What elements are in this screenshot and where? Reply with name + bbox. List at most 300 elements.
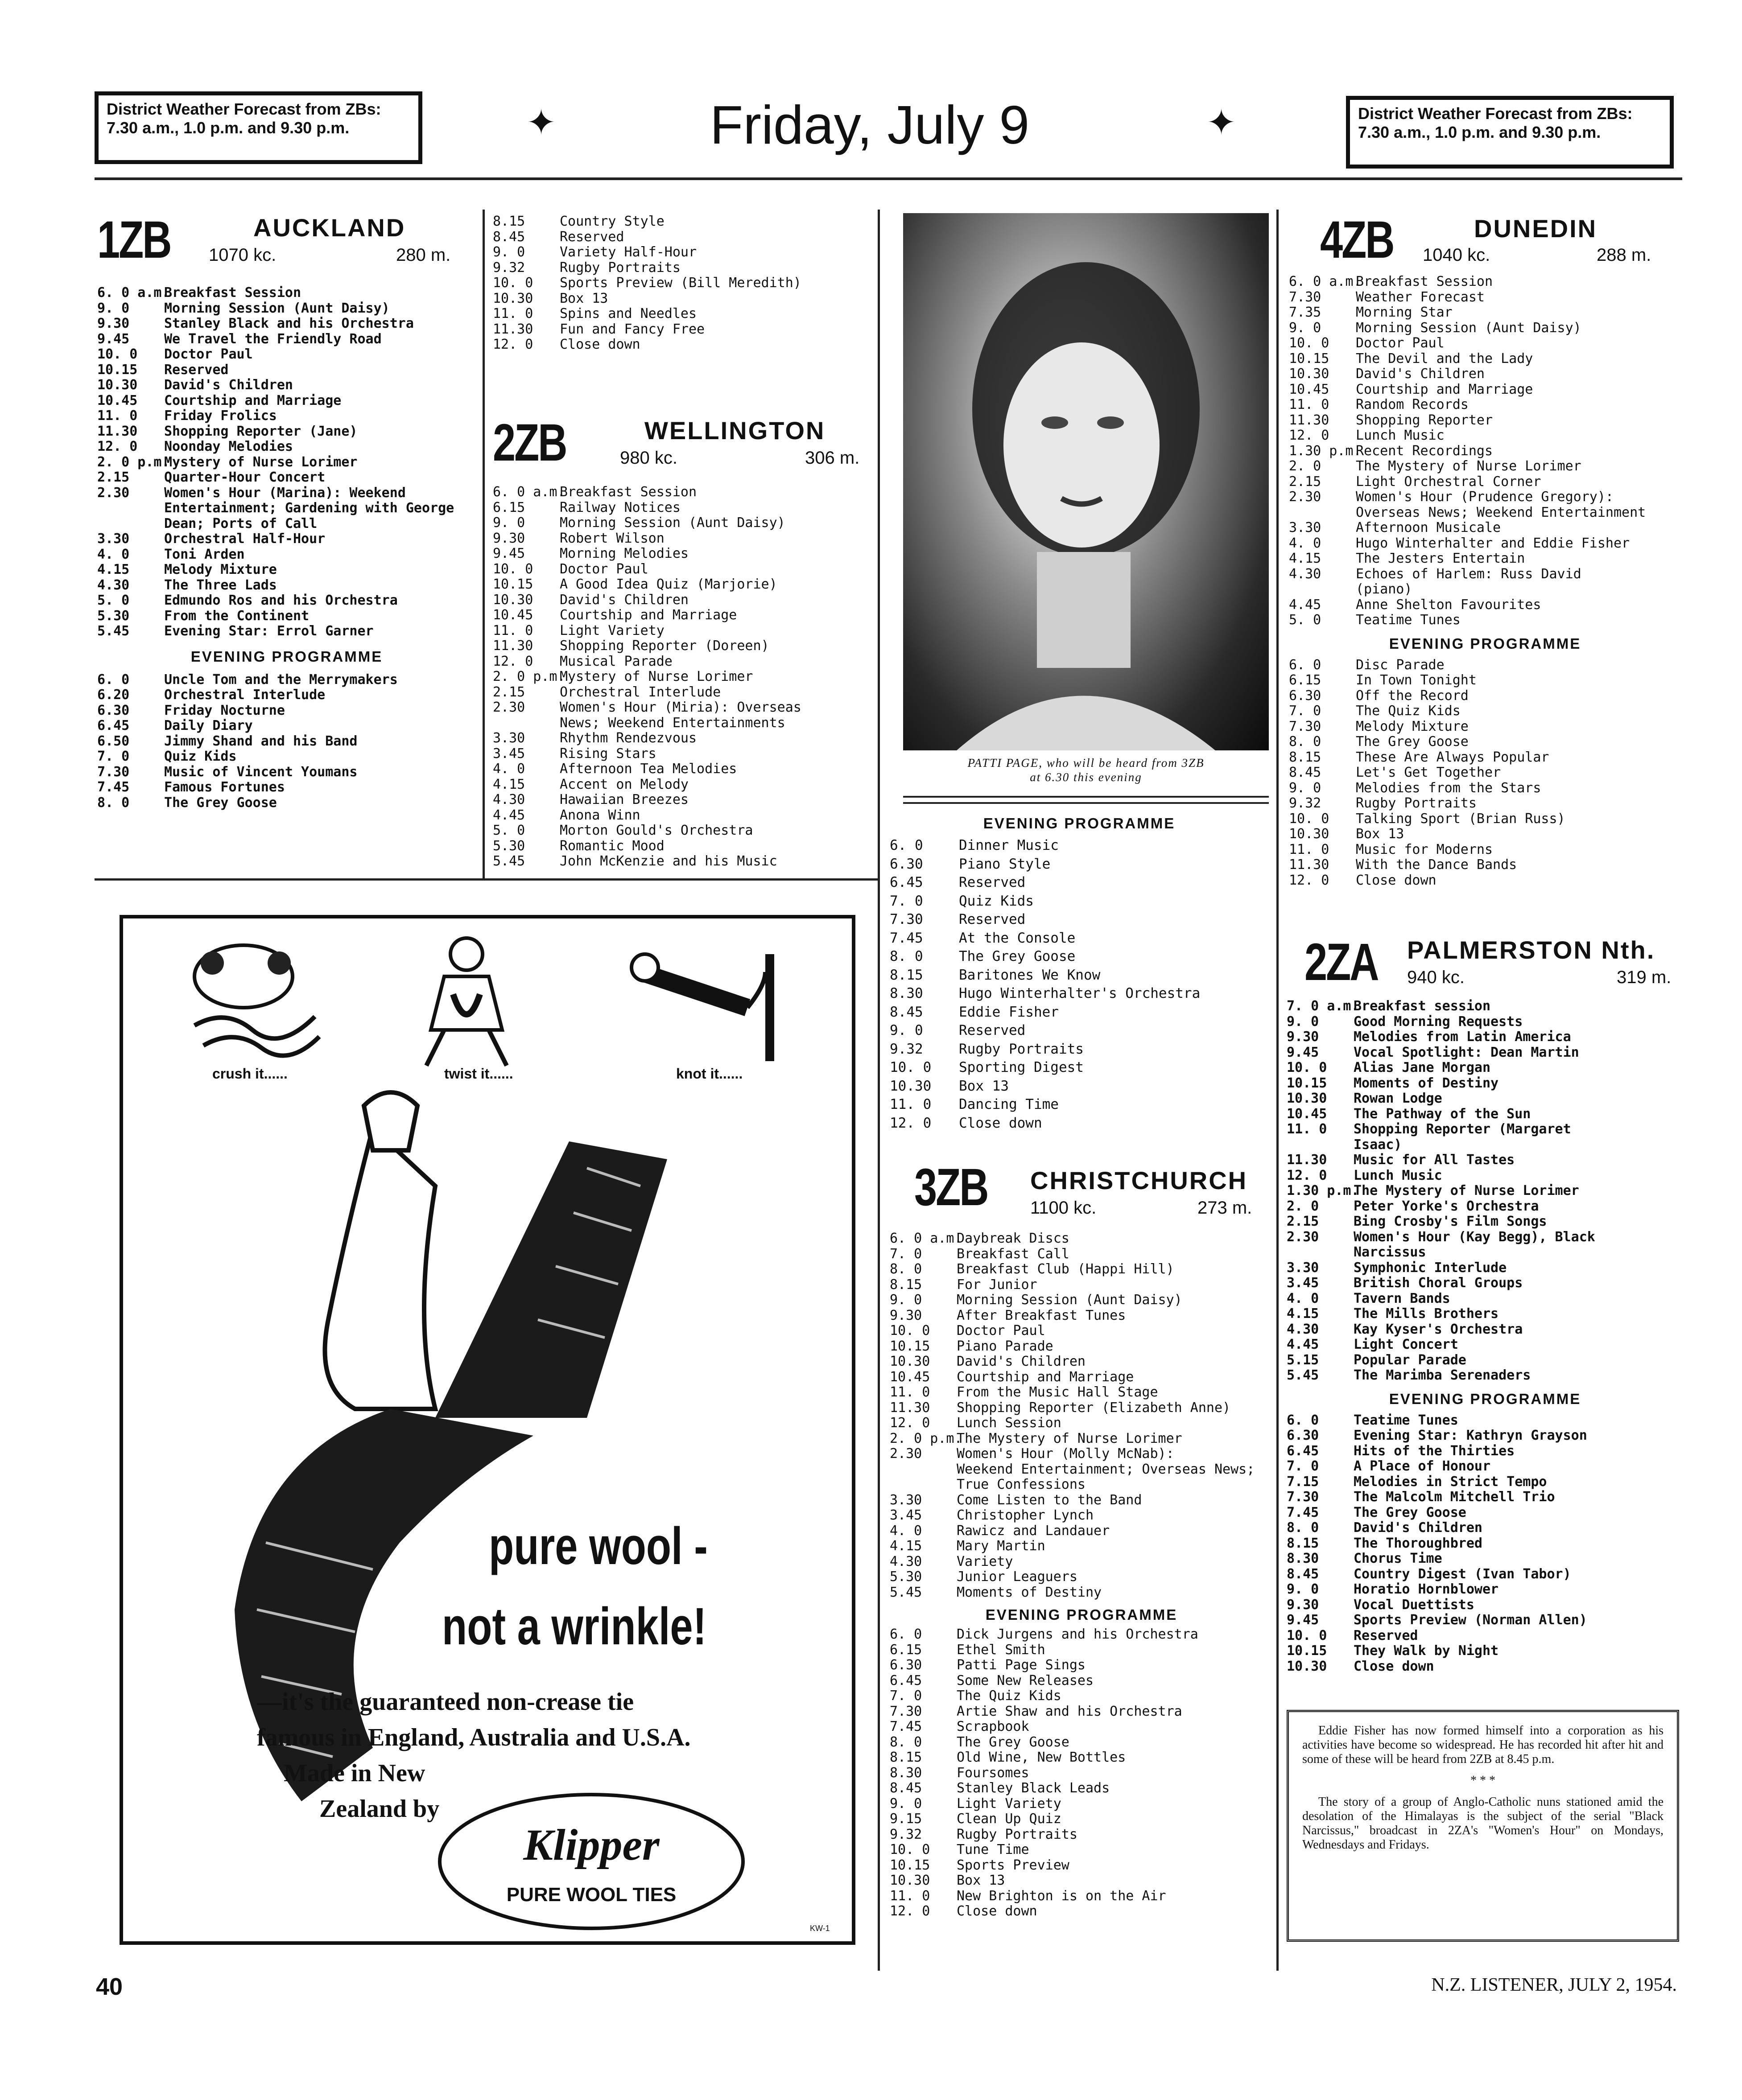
- programme-title: David's Children: [1356, 366, 1485, 382]
- knot-figure-icon: [632, 954, 774, 1061]
- programme-time: 2. 0 p.m.: [890, 1430, 962, 1446]
- programme-title: Ethel Smith: [957, 1642, 1045, 1658]
- programme-item: [890, 910, 1269, 929]
- programme-time: 6. 0: [1287, 1412, 1319, 1428]
- programme-item: [493, 515, 876, 531]
- programme-item: [493, 638, 876, 654]
- programme-item: [97, 609, 476, 624]
- programme-time: 8.30: [1287, 1551, 1319, 1566]
- programme-item: [890, 1904, 1273, 1919]
- programme-title: Junior Leaguers: [957, 1569, 1077, 1585]
- programme-title: Morning Session (Aunt Daisy): [560, 515, 785, 531]
- programme-time: 10.15: [1289, 350, 1329, 366]
- programme-time: 6.45: [890, 1672, 922, 1688]
- programme-time: 7.15: [1287, 1474, 1319, 1490]
- programme-title: True Confessions: [957, 1477, 1086, 1492]
- programme-title: Melodies from the Stars: [1356, 780, 1541, 796]
- programme-item: [890, 1293, 1273, 1308]
- programme-time: 10. 0: [890, 1842, 930, 1857]
- programme-item: [890, 1735, 1273, 1750]
- station-heading: [493, 412, 876, 488]
- programme-item: [890, 1796, 1273, 1812]
- programme-item: [890, 1354, 1273, 1370]
- programme-title: Rising Stars: [560, 745, 656, 762]
- programme-time: 7.30: [890, 1703, 922, 1719]
- programme-time: 10.15: [890, 1857, 930, 1873]
- programme-item: [1289, 796, 1681, 811]
- daytime-programme-list: [1289, 274, 1681, 628]
- programme-time: 10. 0: [493, 561, 533, 577]
- programme-item: [1287, 1659, 1684, 1675]
- programme-time: 9. 0: [493, 244, 525, 260]
- programme-title: Women's Hour (Kay Begg), Black: [1354, 1229, 1595, 1245]
- programme-item: [890, 1554, 1273, 1570]
- programme-title: Daybreak Discs: [957, 1231, 1069, 1246]
- programme-item: [890, 1095, 1269, 1114]
- caption-line-1: PATTI PAGE, who will be heard from 3ZB: [967, 756, 1205, 770]
- programme-time: 2. 0: [1287, 1198, 1319, 1214]
- programme-item: [890, 1858, 1273, 1874]
- programme-item: [1289, 765, 1681, 781]
- daytime-programme-list: [1287, 999, 1684, 1384]
- programme-item: [97, 393, 476, 409]
- programme-title: Friday Nocturne: [164, 702, 285, 718]
- programme-time: 11.30: [890, 1400, 930, 1416]
- programme-time: 4. 0: [890, 1523, 922, 1539]
- programme-title: Music for All Tastes: [1354, 1152, 1515, 1168]
- programme-item: [97, 688, 476, 703]
- programme-item: [1289, 750, 1681, 766]
- page-number: 40: [96, 1973, 123, 2000]
- programme-title: Edmundo Ros and his Orchestra: [164, 593, 398, 608]
- programme-title: Artie Shaw and his Orchestra: [957, 1703, 1182, 1719]
- programme-item: [97, 316, 476, 332]
- programme-item: [890, 1339, 1273, 1355]
- programme-title: Women's Hour (Molly McNab):: [957, 1446, 1174, 1462]
- programme-time: 8.15: [493, 214, 525, 229]
- programme-item: [1287, 999, 1684, 1014]
- programme-title: The Mystery of Nurse Lorimer: [1356, 458, 1581, 474]
- programme-item: [890, 1247, 1273, 1262]
- programme-title: Toni Arden: [164, 546, 245, 562]
- programme-item: [493, 654, 876, 670]
- programme-title: Reserved: [959, 1022, 1026, 1038]
- programme-title: Come Listen to the Band: [957, 1492, 1142, 1508]
- programme-title: Afternoon Tea Melodies: [560, 761, 737, 777]
- programme-time: 6.30: [890, 1657, 922, 1673]
- twist-label: twist it......: [444, 1066, 513, 1082]
- programme-title: From the Continent: [164, 608, 310, 624]
- programme-title: Stanley Black and his Orchestra: [164, 316, 414, 331]
- programme-time: 9.32: [493, 259, 525, 276]
- programme-item: [1289, 582, 1681, 597]
- programme-title: Railway Notices: [560, 499, 681, 515]
- programme-title: Melody Mixture: [164, 562, 277, 577]
- programme-item: [493, 731, 876, 746]
- programme-title: Women's Hour (Miria): Overseas: [560, 700, 801, 715]
- station-1zb: [97, 210, 476, 811]
- programme-time: 6. 0 a.m.: [493, 484, 566, 500]
- programme-time: 4.30: [97, 577, 130, 593]
- programme-item: [97, 765, 476, 780]
- programme-time: 12. 0: [890, 1903, 930, 1919]
- programme-item: [890, 836, 1269, 855]
- programme-item: [97, 718, 476, 734]
- programme-item: [890, 1477, 1273, 1493]
- programme-time: 6.15: [493, 499, 525, 515]
- programme-item: [97, 285, 476, 301]
- programme-item: [493, 623, 876, 639]
- programme-title: Teatime Tunes: [1356, 612, 1461, 628]
- programme-title: Quiz Kids: [959, 893, 1034, 909]
- programme-time: [1287, 1137, 1354, 1153]
- programme-title: They Walk by Night: [1354, 1643, 1499, 1659]
- programme-item: [97, 439, 476, 455]
- city-name: DUNEDIN: [1474, 214, 1598, 243]
- programme-title: Bing Crosby's Film Songs: [1354, 1214, 1547, 1229]
- photo-caption: [903, 756, 1269, 784]
- programme-item: [97, 486, 476, 501]
- programme-time: 10.45: [890, 1369, 930, 1385]
- programme-time: 4. 0: [97, 546, 130, 562]
- programme-time: 10.15: [97, 362, 138, 378]
- programme-time: 8.45: [890, 1004, 923, 1020]
- programme-time: 8. 0: [890, 1261, 922, 1277]
- programme-title: Light Concert: [1354, 1337, 1458, 1352]
- programme-item: [1287, 1199, 1684, 1215]
- programme-title: Melody Mixture: [1356, 718, 1469, 734]
- programme-time: 8.45: [493, 229, 525, 245]
- programme-title: Lunch Music: [1354, 1167, 1442, 1183]
- programme-item: [1289, 397, 1681, 413]
- programme-item: [1289, 873, 1681, 889]
- programme-time: 12. 0: [1287, 1167, 1327, 1183]
- programme-title: Christopher Lynch: [957, 1507, 1094, 1523]
- programme-item: [890, 929, 1269, 948]
- evening-programme-list: [890, 1627, 1273, 1919]
- programme-title: Scrapbook: [957, 1719, 1029, 1734]
- programme-time: 11. 0: [1289, 841, 1329, 857]
- programme-time: 10.15: [1287, 1643, 1327, 1659]
- programme-item: [97, 470, 476, 486]
- frequency: 980 kc.: [620, 448, 677, 468]
- programme-item: [890, 984, 1269, 1003]
- programme-item: [1287, 1474, 1684, 1490]
- programme-title: The Mills Brothers: [1354, 1306, 1499, 1322]
- programme-time: 6. 0: [1289, 657, 1321, 673]
- programme-title: Piano Style: [959, 856, 1051, 872]
- programme-title: Variety: [957, 1553, 1013, 1569]
- programme-title: Shopping Reporter (Doreen): [560, 638, 769, 654]
- programme-title: The Grey Goose: [164, 795, 277, 811]
- programme-title: The Grey Goose: [1356, 734, 1469, 749]
- programme-time: 3.30: [97, 531, 130, 547]
- programme-title: Close down: [560, 337, 640, 352]
- programme-time: 9. 0: [890, 1795, 922, 1812]
- programme-title: Hugo Winterhalter's Orchestra: [959, 985, 1201, 1001]
- programme-title: In Town Tonight: [1356, 672, 1477, 688]
- header-rule: [95, 177, 1682, 180]
- programme-title: From the Music Hall Stage: [957, 1384, 1158, 1400]
- programme-time: 7.30: [97, 764, 130, 780]
- programme-time: 6.45: [890, 874, 923, 890]
- programme-item: [890, 1462, 1273, 1478]
- programme-title: Jimmy Shand and his Band: [164, 733, 358, 749]
- programme-item: [493, 685, 876, 700]
- programme-item: [1287, 1490, 1684, 1505]
- programme-item: [97, 301, 476, 317]
- programme-time: 8.45: [890, 1780, 922, 1796]
- programme-time: 10. 0: [1287, 1627, 1327, 1643]
- programme-title: Rowan Lodge: [1354, 1091, 1442, 1106]
- programme-item: [97, 516, 476, 532]
- programme-title: Rawicz and Landauer: [957, 1523, 1110, 1539]
- programme-item: [1287, 1582, 1684, 1598]
- programme-time: 2.15: [97, 469, 130, 485]
- programme-title: We Travel the Friendly Road: [164, 331, 382, 347]
- programme-time: 11. 0: [890, 1384, 930, 1400]
- programme-time: 7.30: [1289, 289, 1321, 305]
- programme-time: 5. 0: [97, 593, 130, 608]
- programme-title: Morning Session (Aunt Daisy): [957, 1292, 1182, 1308]
- programme-title: The Grey Goose: [1354, 1504, 1466, 1520]
- programme-time: 7. 0: [890, 1688, 922, 1704]
- programme-title: The Mystery of Nurse Lorimer: [1354, 1183, 1579, 1198]
- programme-title: Eddie Fisher: [959, 1004, 1059, 1020]
- programme-item: [1289, 567, 1681, 582]
- programme-title: Orchestral Interlude: [164, 687, 326, 703]
- programme-title: Anona Winn: [560, 807, 640, 823]
- programme-item: [1289, 305, 1681, 321]
- programme-time: 11. 0: [97, 408, 138, 424]
- programme-item: [1287, 1014, 1684, 1030]
- programme-title: Doctor Paul: [1356, 335, 1445, 351]
- programme-item: [1289, 688, 1681, 704]
- ad-body-3: Made in New: [284, 1759, 425, 1787]
- programme-item: [97, 562, 476, 578]
- programme-time: 2.30: [493, 700, 525, 715]
- column-rule-1: [483, 210, 485, 878]
- programme-title: Some New Releases: [957, 1672, 1094, 1688]
- programme-item: [1287, 1107, 1684, 1122]
- programme-time: 9. 0: [890, 1022, 923, 1038]
- programme-time: 10.45: [97, 392, 138, 408]
- programme-item: [1289, 704, 1681, 719]
- programme-title: Daily Diary: [164, 718, 253, 733]
- station-4zb: [1289, 210, 1681, 888]
- programme-title: Evening Star: Kathryn Grayson: [1354, 1428, 1587, 1443]
- programme-item: [890, 892, 1269, 911]
- programme-item: [1287, 1643, 1684, 1659]
- programme-item: [890, 1658, 1273, 1673]
- programme-time: 9.15: [890, 1811, 922, 1827]
- programme-title: The Three Lads: [164, 577, 277, 593]
- caption-line-2: at 6.30 this evening: [1030, 770, 1142, 784]
- programme-title: Mary Martin: [957, 1538, 1045, 1554]
- programme-title: Robert Wilson: [560, 530, 665, 546]
- programme-item: [97, 531, 476, 547]
- programme-time: 8.15: [890, 1276, 922, 1293]
- programme-title: Musical Parade: [560, 653, 673, 669]
- ad-code: KW-1: [810, 1924, 830, 1933]
- ad-body-1: —it's the guaranteed non-crease tie: [257, 1688, 634, 1716]
- programme-time: 2. 0 p.m.: [493, 669, 566, 684]
- programme-item: [1287, 1276, 1684, 1291]
- programme-title: Music of Vincent Youmans: [164, 764, 358, 780]
- programme-item: [1289, 842, 1681, 858]
- programme-title: Overseas News; Weekend Entertainment: [1356, 504, 1646, 520]
- wavelength: 306 m.: [805, 448, 860, 468]
- klipper-tie-advertisement: [120, 915, 855, 1945]
- programme-title: (piano): [1356, 581, 1412, 597]
- programme-title: Breakfast session: [1354, 998, 1491, 1014]
- programme-title: David's Children: [164, 377, 293, 393]
- callsign: 2ZB: [493, 413, 566, 472]
- programme-time: 4.15: [97, 562, 130, 577]
- programme-item: [1287, 1413, 1684, 1429]
- programme-title: After Breakfast Tunes: [957, 1307, 1126, 1323]
- programme-item: [1289, 673, 1681, 688]
- programme-item: [493, 260, 876, 276]
- programme-title: Rhythm Rendezvous: [560, 730, 697, 746]
- programme-time: 10.45: [1289, 381, 1329, 397]
- programme-item: [1287, 1567, 1684, 1582]
- programme-title: These Are Always Popular: [1356, 749, 1549, 765]
- programme-title: The Grey Goose: [959, 948, 1076, 964]
- programme-time: 5.45: [890, 1584, 922, 1600]
- programme-time: [890, 1477, 957, 1493]
- brand-tagline: PURE WOOL TIES: [506, 1884, 677, 1906]
- evening-programme-list: [890, 836, 1269, 1132]
- ad-headline-2: not a wrinkle!: [442, 1597, 707, 1656]
- programme-time: 12. 0: [97, 439, 138, 454]
- programme-time: 4.45: [1289, 597, 1321, 613]
- programme-time: 2.15: [1289, 474, 1321, 490]
- programme-time: 12. 0: [890, 1415, 930, 1431]
- weather-forecast-box-right: [1346, 96, 1674, 169]
- programme-item: [1289, 459, 1681, 474]
- note-eddie-fisher: Eddie Fisher has now formed himself into a corporation as his activities have become so widespread. He has recorded hit after hit and some of these will be heard from 2ZB at 8.45 p.m.: [1302, 1724, 1664, 1766]
- programme-item: [890, 1277, 1273, 1293]
- programme-item: [493, 700, 876, 716]
- programme-time: 5. 0: [1289, 612, 1321, 628]
- programme-time: 3.45: [890, 1507, 922, 1523]
- programme-item: [890, 1021, 1269, 1040]
- programme-item: [493, 608, 876, 623]
- programme-item: [97, 362, 476, 378]
- programme-title: Vocal Spotlight: Dean Martin: [1354, 1044, 1579, 1060]
- programme-title: The Thoroughbred: [1354, 1535, 1482, 1551]
- programme-item: [1289, 428, 1681, 444]
- programme-title: A Good Idea Quiz (Marjorie): [560, 576, 777, 592]
- programme-time: 7. 0: [890, 1246, 922, 1262]
- programme-title: The Jesters Entertain: [1356, 551, 1525, 566]
- programme-time: 8.45: [1289, 765, 1321, 780]
- programme-item: [1289, 536, 1681, 552]
- programme-title: Famous Fortunes: [164, 779, 285, 795]
- frequency: 940 kc.: [1407, 968, 1465, 987]
- wavelength: 288 m.: [1597, 245, 1651, 265]
- programme-time: [1289, 582, 1356, 597]
- programme-title: Romantic Mood: [560, 838, 665, 854]
- programme-title: Kay Kyser's Orchestra: [1354, 1321, 1523, 1337]
- programme-time: 10.30: [493, 290, 533, 306]
- evening-programme-heading: EVENING PROGRAMME: [1389, 1390, 1581, 1407]
- note-black-narcissus: The story of a group of Anglo-Catholic nuns stationed amid the desolation of the Himalayas is the subject of the serial "Black Narcissus," broadcast in 2ZA's "Women's Hour" on Mondays, Wednesdays and Fridays.: [1302, 1795, 1664, 1852]
- programme-item: [493, 322, 876, 338]
- programme-item: [493, 531, 876, 547]
- programme-title: Entertainment; Gardening with George: [164, 500, 454, 516]
- diamond-ornament-left: ✦: [526, 103, 557, 142]
- programme-time: 4. 0: [1287, 1290, 1319, 1306]
- programme-time: 4.30: [890, 1553, 922, 1569]
- frequency: 1070 kc.: [209, 245, 277, 265]
- programme-item: [493, 291, 876, 307]
- programme-item: [1287, 1306, 1684, 1322]
- programme-title: Sports Preview (Norman Allen): [1354, 1612, 1587, 1628]
- programme-title: Breakfast Session: [1356, 274, 1493, 289]
- programme-time: 12. 0: [1289, 872, 1329, 888]
- editorial-note-box: [1287, 1710, 1679, 1942]
- programme-time: 8.30: [890, 985, 923, 1001]
- programme-title: Echoes of Harlem: Russ David: [1356, 566, 1581, 582]
- programme-title: Afternoon Musicale: [1356, 520, 1501, 535]
- programme-time: 9. 0: [493, 515, 525, 531]
- programme-item: [493, 669, 876, 685]
- programme-time: 10.45: [1287, 1106, 1327, 1122]
- ad-top-rule: [95, 878, 878, 881]
- programme-title: Breakfast Call: [957, 1246, 1069, 1262]
- twist-figure-icon: [426, 938, 507, 1066]
- programme-title: Fun and Fancy Free: [560, 321, 705, 337]
- programme-item: [1289, 520, 1681, 536]
- programme-title: Breakfast Session: [164, 285, 301, 301]
- programme-title: Dancing Time: [959, 1096, 1059, 1112]
- programme-time: 8. 0: [1289, 734, 1321, 749]
- programme-item: [890, 1781, 1273, 1796]
- programme-item: [97, 703, 476, 719]
- programme-time: 3.30: [493, 730, 525, 746]
- programme-item: [1289, 490, 1681, 505]
- programme-title: Box 13: [560, 290, 608, 306]
- station-2zb: [493, 412, 876, 869]
- programme-time: 6.15: [890, 1642, 922, 1658]
- programme-title: Melodies from Latin America: [1354, 1029, 1571, 1045]
- programme-title: David's Children: [957, 1354, 1086, 1369]
- programme-time: 10. 0: [890, 1059, 932, 1075]
- programme-title: Shopping Reporter (Jane): [164, 423, 358, 439]
- programme-time: 3.45: [493, 745, 525, 762]
- programme-time: 6.45: [1287, 1443, 1319, 1459]
- programme-item: [1287, 1091, 1684, 1107]
- programme-title: Teatime Tunes: [1354, 1412, 1458, 1428]
- programme-time: 8.15: [890, 1750, 922, 1765]
- programme-item: [1289, 413, 1681, 428]
- crush-label: crush it......: [212, 1066, 288, 1082]
- programme-title: Women's Hour (Prudence Gregory):: [1356, 489, 1614, 505]
- programme-title: Anne Shelton Favourites: [1356, 597, 1541, 613]
- programme-time: 10.30: [890, 1354, 930, 1369]
- programme-item: [1287, 1459, 1684, 1474]
- programme-time: 4.45: [493, 807, 525, 823]
- programme-time: 6. 0: [890, 837, 923, 853]
- programme-time: 6.30: [890, 856, 923, 872]
- evening-programme-list: [1289, 658, 1681, 889]
- station-2za: [1287, 932, 1684, 1674]
- programme-time: 9. 0: [1289, 780, 1321, 796]
- programme-time: 6. 0 a.m.: [1289, 274, 1362, 289]
- station-1zb-continued: [493, 214, 876, 353]
